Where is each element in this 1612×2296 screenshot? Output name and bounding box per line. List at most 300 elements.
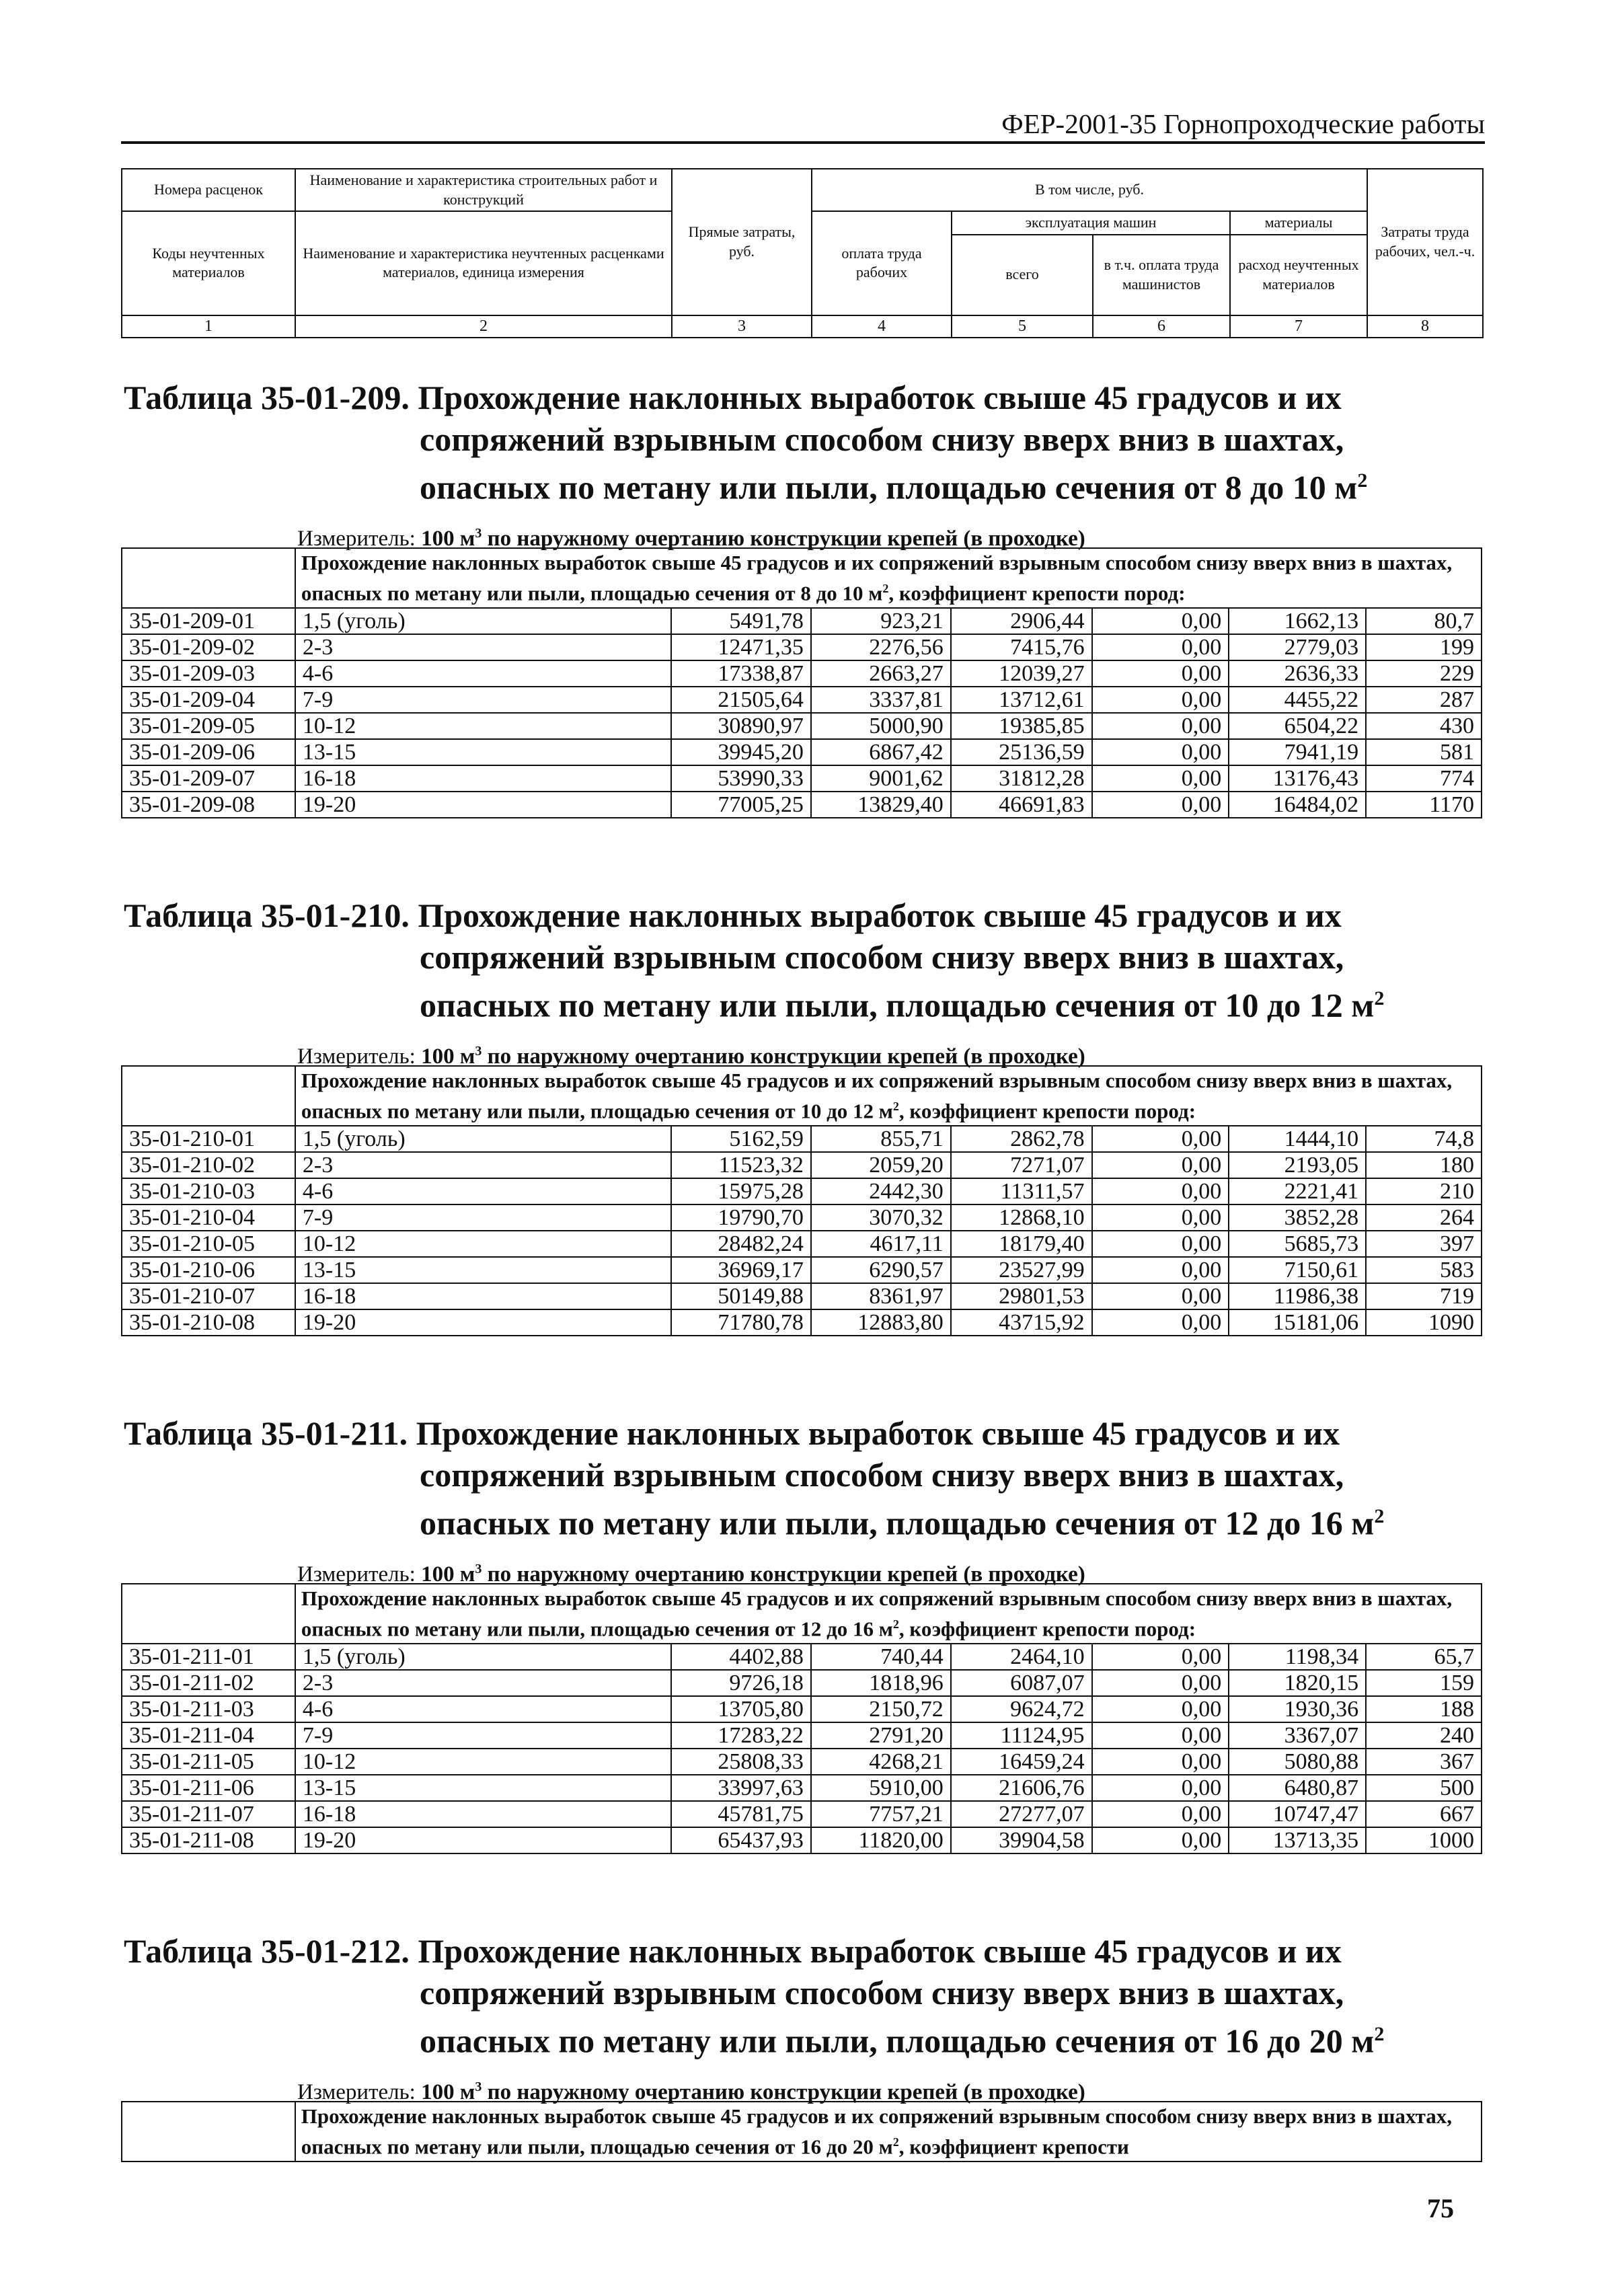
- material-cost-cell: 5080,88: [1229, 1749, 1366, 1775]
- direct-cost-cell: 5491,78: [671, 608, 811, 634]
- rate-code-cell: 35-01-210-04: [122, 1204, 295, 1231]
- rock-hardness-cell: 1,5 (уголь): [295, 1644, 671, 1670]
- material-cost-cell: 13176,43: [1229, 765, 1366, 792]
- machine-total-cell: 12039,27: [951, 660, 1092, 687]
- direct-cost-cell: 50149,88: [671, 1283, 811, 1309]
- description-empty-cell: [122, 1066, 295, 1126]
- rock-hardness-cell: 13-15: [295, 1257, 671, 1283]
- meter-rest: по наружному очертанию конструкции крепей (в проходке): [482, 2079, 1085, 2104]
- table-row: [122, 1749, 1482, 1775]
- description-cell: [295, 548, 1482, 608]
- labor-hours-cell: 180: [1366, 1152, 1482, 1178]
- labor-cost-cell: 855,71: [811, 1126, 951, 1152]
- machine-total-cell: 11124,95: [951, 1722, 1092, 1749]
- meter-sup: 3: [475, 1043, 482, 1059]
- material-cost-cell: 3367,07: [1229, 1722, 1366, 1749]
- machinist-pay-cell: 0,00: [1092, 1204, 1229, 1231]
- labor-hours-cell: 581: [1366, 739, 1482, 765]
- machine-total-cell: 29801,53: [951, 1283, 1092, 1309]
- page-number: 75: [1427, 2193, 1454, 2223]
- material-cost-cell: 16484,02: [1229, 792, 1366, 818]
- rock-hardness-cell: 19-20: [295, 1309, 671, 1336]
- description-text: Прохождение наклонных выработок свыше 45 градусов и их сопряжений взрывным способом снизу вверх вниз в шахтах, опасных по метану или пыли, площадью сечения от 10 до 12 м: [301, 1068, 1453, 1122]
- machine-total-cell: 2906,44: [951, 608, 1092, 634]
- machine-total-cell: 18179,40: [951, 1231, 1092, 1257]
- machinist-pay-cell: 0,00: [1092, 1644, 1229, 1670]
- machinist-pay-cell: 0,00: [1092, 1722, 1229, 1749]
- rate-code-cell: 35-01-210-06: [122, 1257, 295, 1283]
- labor-cost-cell: 923,21: [811, 608, 951, 634]
- col-number: 4: [812, 315, 952, 338]
- material-cost-cell: 1820,15: [1229, 1670, 1366, 1696]
- rate-code-cell: 35-01-209-04: [122, 687, 295, 713]
- table-row: [122, 660, 1482, 687]
- labor-cost-cell: 5910,00: [811, 1775, 951, 1801]
- machine-total-cell: 39904,58: [951, 1827, 1092, 1853]
- meter-label: Измеритель:: [297, 526, 422, 551]
- table-row: [122, 1775, 1482, 1801]
- material-cost-cell: 2636,33: [1229, 660, 1366, 687]
- direct-cost-cell: 53990,33: [671, 765, 811, 792]
- rock-hardness-cell: 2-3: [295, 634, 671, 660]
- direct-cost-cell: 77005,25: [671, 792, 811, 818]
- rock-hardness-cell: 7-9: [295, 687, 671, 713]
- rock-hardness-cell: 10-12: [295, 1749, 671, 1775]
- material-cost-cell: 1198,34: [1229, 1644, 1366, 1670]
- rate-table-section: [121, 894, 1482, 1336]
- meter-rest: по наружному очертанию конструкции крепей (в проходке): [482, 1044, 1085, 1069]
- labor-hours-cell: 80,7: [1366, 608, 1482, 634]
- group-machines-header: эксплуатация машин: [952, 211, 1230, 235]
- description-row: [122, 548, 1482, 608]
- machinist-pay-cell: 0,00: [1092, 1257, 1229, 1283]
- machinist-pay-cell: 0,00: [1092, 1696, 1229, 1722]
- rock-hardness-cell: 2-3: [295, 1670, 671, 1696]
- direct-cost-cell: 39945,20: [671, 739, 811, 765]
- col-number: 8: [1367, 315, 1483, 338]
- labor-hours-cell: 667: [1366, 1801, 1482, 1827]
- machinist-pay-cell: 0,00: [1092, 1775, 1229, 1801]
- rock-hardness-cell: 4-6: [295, 660, 671, 687]
- direct-cost-cell: 33997,63: [671, 1775, 811, 1801]
- table-title-text: Таблица 35-01-209. Прохождение наклонных выработок свыше 45 градусов и их сопряжений взрывным способом снизу вверх вниз в шахтах, опасных по метану или пыли, площадью сечения от 8 до 10 м: [124, 379, 1358, 506]
- table-row: [122, 1722, 1482, 1749]
- table-title-sup: 2: [1374, 2023, 1385, 2045]
- description-row: [122, 1584, 1482, 1644]
- labor-hours-cell: 1170: [1366, 792, 1482, 818]
- table-row: [122, 1827, 1482, 1853]
- meter-label: Измеритель:: [297, 1562, 422, 1586]
- labor-hours-cell: 1000: [1366, 1827, 1482, 1853]
- col5-header: всего: [952, 235, 1093, 315]
- direct-cost-cell: 21505,64: [671, 687, 811, 713]
- rate-code-cell: 35-01-209-03: [122, 660, 295, 687]
- machine-total-cell: 21606,76: [951, 1775, 1092, 1801]
- table-row: [122, 1696, 1482, 1722]
- material-cost-cell: 6480,87: [1229, 1775, 1366, 1801]
- machine-total-cell: 12868,10: [951, 1204, 1092, 1231]
- labor-hours-cell: 65,7: [1366, 1644, 1482, 1670]
- table-row: [122, 1126, 1482, 1152]
- labor-cost-cell: 5000,90: [811, 713, 951, 739]
- rate-code-cell: 35-01-210-07: [122, 1283, 295, 1309]
- labor-cost-cell: 3337,81: [811, 687, 951, 713]
- machine-total-cell: 19385,85: [951, 713, 1092, 739]
- direct-cost-cell: 28482,24: [671, 1231, 811, 1257]
- material-cost-cell: 11986,38: [1229, 1283, 1366, 1309]
- labor-cost-cell: 13829,40: [811, 792, 951, 818]
- column-header-table: [121, 168, 1484, 338]
- col2-bottom: Наименование и характеристика неучтенных расценками материалов, единица измерения: [295, 211, 672, 315]
- machinist-pay-cell: 0,00: [1092, 1749, 1229, 1775]
- rate-code-cell: 35-01-209-06: [122, 739, 295, 765]
- table-row: [122, 1309, 1482, 1336]
- table-title-text: Таблица 35-01-210. Прохождение наклонных выработок свыше 45 градусов и их сопряжений взрывным способом снизу вверх вниз в шахтах, опасных по метану или пыли, площадью сечения от 10 до 12 м: [124, 896, 1375, 1024]
- machine-total-cell: 31812,28: [951, 765, 1092, 792]
- labor-hours-cell: 188: [1366, 1696, 1482, 1722]
- table-row: [122, 739, 1482, 765]
- running-header: ФЕР-2001-35 Горнопроходческие работы: [121, 106, 1485, 144]
- material-cost-cell: 10747,47: [1229, 1801, 1366, 1827]
- description-tail: , коэффициент крепости пород:: [898, 1616, 1196, 1640]
- rates-table: [121, 1583, 1482, 1854]
- labor-hours-cell: 430: [1366, 713, 1482, 739]
- rock-hardness-cell: 13-15: [295, 1775, 671, 1801]
- table-row: [122, 765, 1482, 792]
- description-row: [122, 2102, 1482, 2161]
- rock-hardness-cell: 1,5 (уголь): [295, 608, 671, 634]
- labor-cost-cell: 1818,96: [811, 1670, 951, 1696]
- group-materials-header: материалы: [1230, 211, 1367, 235]
- labor-cost-cell: 3070,32: [811, 1204, 951, 1231]
- machine-total-cell: 16459,24: [951, 1749, 1092, 1775]
- machinist-pay-cell: 0,00: [1092, 1152, 1229, 1178]
- group-incl-header: В том числе, руб.: [812, 169, 1367, 211]
- col-number: 6: [1093, 315, 1230, 338]
- description-empty-cell: [122, 548, 295, 608]
- labor-cost-cell: 2150,72: [811, 1696, 951, 1722]
- meter-label: Измеритель:: [297, 2079, 422, 2104]
- labor-cost-cell: 11820,00: [811, 1827, 951, 1853]
- description-sup: 2: [892, 2135, 899, 2149]
- description-sup: 2: [882, 581, 889, 595]
- rate-code-cell: 35-01-209-07: [122, 765, 295, 792]
- machine-total-cell: 11311,57: [951, 1178, 1092, 1204]
- direct-cost-cell: 17338,87: [671, 660, 811, 687]
- rate-code-cell: 35-01-211-03: [122, 1696, 295, 1722]
- labor-cost-cell: 2663,27: [811, 660, 951, 687]
- table-row: [122, 608, 1482, 634]
- machinist-pay-cell: 0,00: [1092, 739, 1229, 765]
- description-empty-cell: [122, 2102, 295, 2161]
- table-title-text: Таблица 35-01-212. Прохождение наклонных выработок свыше 45 градусов и их сопряжений взрывным способом снизу вверх вниз в шахтах, опасных по метану или пыли, площадью сечения от 16 до 20 м: [124, 1932, 1375, 2060]
- machinist-pay-cell: 0,00: [1092, 713, 1229, 739]
- machinist-pay-cell: 0,00: [1092, 634, 1229, 660]
- rock-hardness-cell: 4-6: [295, 1696, 671, 1722]
- rates-table: [121, 1065, 1482, 1336]
- col3-header: Прямые затраты, руб.: [672, 169, 812, 315]
- machinist-pay-cell: 0,00: [1092, 1801, 1229, 1827]
- description-sup: 2: [892, 1617, 899, 1631]
- rock-hardness-cell: 13-15: [295, 739, 671, 765]
- machinist-pay-cell: 0,00: [1092, 1827, 1229, 1853]
- meter-label: Измеритель:: [297, 1044, 422, 1069]
- labor-hours-cell: 397: [1366, 1231, 1482, 1257]
- machine-total-cell: 7415,76: [951, 634, 1092, 660]
- rock-hardness-cell: 7-9: [295, 1722, 671, 1749]
- table-title-sup: 2: [1374, 1505, 1385, 1527]
- rates-table: [121, 547, 1482, 818]
- rates-table: [121, 2101, 1482, 2162]
- table-row: [122, 1283, 1482, 1309]
- machinist-pay-cell: 0,00: [1092, 1283, 1229, 1309]
- rate-code-cell: 35-01-211-06: [122, 1775, 295, 1801]
- direct-cost-cell: 30890,97: [671, 713, 811, 739]
- rate-code-cell: 35-01-209-05: [122, 713, 295, 739]
- labor-cost-cell: 2442,30: [811, 1178, 951, 1204]
- material-cost-cell: 7150,61: [1229, 1257, 1366, 1283]
- table-title: [124, 1412, 1482, 1544]
- rate-code-cell: 35-01-210-01: [122, 1126, 295, 1152]
- col1-bottom: Коды неучтенных материалов: [122, 211, 295, 315]
- machine-total-cell: 23527,99: [951, 1257, 1092, 1283]
- rate-code-cell: 35-01-210-05: [122, 1231, 295, 1257]
- machinist-pay-cell: 0,00: [1092, 1670, 1229, 1696]
- machine-total-cell: 7271,07: [951, 1152, 1092, 1178]
- col-number: 2: [295, 315, 672, 338]
- labor-hours-cell: 74,8: [1366, 1126, 1482, 1152]
- rock-hardness-cell: 7-9: [295, 1204, 671, 1231]
- direct-cost-cell: 45781,75: [671, 1801, 811, 1827]
- table-title: [124, 894, 1482, 1026]
- machine-total-cell: 2464,10: [951, 1644, 1092, 1670]
- table-row: [122, 1257, 1482, 1283]
- labor-cost-cell: 6867,42: [811, 739, 951, 765]
- col-number: 3: [672, 315, 812, 338]
- direct-cost-cell: 13705,80: [671, 1696, 811, 1722]
- labor-cost-cell: 4268,21: [811, 1749, 951, 1775]
- meter-rest: по наружному очертанию конструкции крепей (в проходке): [482, 526, 1085, 551]
- labor-cost-cell: 12883,80: [811, 1309, 951, 1336]
- table-title: [124, 377, 1482, 508]
- labor-cost-cell: 740,44: [811, 1644, 951, 1670]
- rate-table-section: [121, 1412, 1482, 1854]
- rate-code-cell: 35-01-209-01: [122, 608, 295, 634]
- machine-total-cell: 13712,61: [951, 687, 1092, 713]
- table-row: [122, 792, 1482, 818]
- col-number: 1: [122, 315, 295, 338]
- rate-code-cell: 35-01-211-02: [122, 1670, 295, 1696]
- col6-header: в т.ч. оплата труда машинистов: [1093, 235, 1230, 315]
- machinist-pay-cell: 0,00: [1092, 660, 1229, 687]
- labor-hours-cell: 719: [1366, 1283, 1482, 1309]
- col-number: 7: [1230, 315, 1367, 338]
- direct-cost-cell: 71780,78: [671, 1309, 811, 1336]
- labor-hours-cell: 287: [1366, 687, 1482, 713]
- direct-cost-cell: 15975,28: [671, 1178, 811, 1204]
- description-cell: [295, 1584, 1482, 1644]
- material-cost-cell: 6504,22: [1229, 713, 1366, 739]
- meter-sup: 3: [475, 525, 482, 541]
- machinist-pay-cell: 0,00: [1092, 608, 1229, 634]
- machinist-pay-cell: 0,00: [1092, 1178, 1229, 1204]
- measurement-unit: [297, 1555, 1482, 1586]
- rock-hardness-cell: 16-18: [295, 1801, 671, 1827]
- labor-hours-cell: 240: [1366, 1722, 1482, 1749]
- table-row: [122, 1644, 1482, 1670]
- material-cost-cell: 3852,28: [1229, 1204, 1366, 1231]
- description-text: Прохождение наклонных выработок свыше 45 градусов и их сопряжений взрывным способом снизу вверх вниз в шахтах, опасных по метану или пыли, площадью сечения от 16 до 20 м: [301, 2104, 1453, 2158]
- measurement-unit: [297, 2073, 1482, 2104]
- material-cost-cell: 4455,22: [1229, 687, 1366, 713]
- material-cost-cell: 13713,35: [1229, 1827, 1366, 1853]
- labor-cost-cell: 9001,62: [811, 765, 951, 792]
- labor-hours-cell: 583: [1366, 1257, 1482, 1283]
- machine-total-cell: 27277,07: [951, 1801, 1092, 1827]
- machine-total-cell: 9624,72: [951, 1696, 1092, 1722]
- table-row: [122, 1204, 1482, 1231]
- rock-hardness-cell: 19-20: [295, 1827, 671, 1853]
- material-cost-cell: 2779,03: [1229, 634, 1366, 660]
- description-tail: , коэффициент крепости пород:: [888, 580, 1186, 605]
- direct-cost-cell: 65437,93: [671, 1827, 811, 1853]
- labor-hours-cell: 264: [1366, 1204, 1482, 1231]
- table-row: [122, 1670, 1482, 1696]
- labor-cost-cell: 2059,20: [811, 1152, 951, 1178]
- description-text: Прохождение наклонных выработок свыше 45 градусов и их сопряжений взрывным способом снизу вверх вниз в шахтах, опасных по метану или пыли, площадью сечения от 12 до 16 м: [301, 1586, 1453, 1640]
- rate-code-cell: 35-01-209-08: [122, 792, 295, 818]
- meter-value: 100 м: [421, 1562, 475, 1586]
- machine-total-cell: 43715,92: [951, 1309, 1092, 1336]
- material-cost-cell: 1930,36: [1229, 1696, 1366, 1722]
- rock-hardness-cell: 16-18: [295, 1283, 671, 1309]
- table-row: [122, 687, 1482, 713]
- machine-total-cell: 6087,07: [951, 1670, 1092, 1696]
- machinist-pay-cell: 0,00: [1092, 765, 1229, 792]
- table-row: [122, 1801, 1482, 1827]
- description-row: [122, 1066, 1482, 1126]
- description-sup: 2: [892, 1099, 899, 1113]
- rate-code-cell: 35-01-210-03: [122, 1178, 295, 1204]
- meter-sup: 3: [475, 1561, 482, 1576]
- direct-cost-cell: 9726,18: [671, 1670, 811, 1696]
- machine-total-cell: 25136,59: [951, 739, 1092, 765]
- labor-hours-cell: 774: [1366, 765, 1482, 792]
- col7-header: расход неучтенных материалов: [1230, 235, 1367, 315]
- material-cost-cell: 15181,06: [1229, 1309, 1366, 1336]
- measurement-unit: [297, 519, 1482, 551]
- labor-hours-cell: 1090: [1366, 1309, 1482, 1336]
- material-cost-cell: 7941,19: [1229, 739, 1366, 765]
- machinist-pay-cell: 0,00: [1092, 687, 1229, 713]
- material-cost-cell: 1662,13: [1229, 608, 1366, 634]
- meter-rest: по наружному очертанию конструкции крепей (в проходке): [482, 1562, 1085, 1586]
- table-row: [122, 1178, 1482, 1204]
- col8-header: Затраты труда рабочих, чел.-ч.: [1367, 169, 1483, 315]
- direct-cost-cell: 17283,22: [671, 1722, 811, 1749]
- direct-cost-cell: 4402,88: [671, 1644, 811, 1670]
- col4-header: оплата труда рабочих: [812, 211, 952, 315]
- material-cost-cell: 5685,73: [1229, 1231, 1366, 1257]
- col-number: 5: [952, 315, 1093, 338]
- table-title-sup: 2: [1374, 987, 1385, 1009]
- labor-cost-cell: 2791,20: [811, 1722, 951, 1749]
- machinist-pay-cell: 0,00: [1092, 792, 1229, 818]
- direct-cost-cell: 36969,17: [671, 1257, 811, 1283]
- rate-code-cell: 35-01-211-07: [122, 1801, 295, 1827]
- material-cost-cell: 1444,10: [1229, 1126, 1366, 1152]
- machine-total-cell: 2862,78: [951, 1126, 1092, 1152]
- rate-code-cell: 35-01-211-04: [122, 1722, 295, 1749]
- col1-top: Номера расценок: [122, 169, 295, 211]
- labor-cost-cell: 8361,97: [811, 1283, 951, 1309]
- description-tail: , коэффициент крепости пород:: [898, 1098, 1196, 1122]
- rock-hardness-cell: 10-12: [295, 1231, 671, 1257]
- direct-cost-cell: 19790,70: [671, 1204, 811, 1231]
- labor-hours-cell: 210: [1366, 1178, 1482, 1204]
- description-text: Прохождение наклонных выработок свыше 45 градусов и их сопряжений взрывным способом снизу вверх вниз в шахтах, опасных по метану или пыли, площадью сечения от 8 до 10 м: [301, 550, 1453, 605]
- description-empty-cell: [122, 1584, 295, 1644]
- direct-cost-cell: 5162,59: [671, 1126, 811, 1152]
- table-title-text: Таблица 35-01-211. Прохождение наклонных выработок свыше 45 градусов и их сопряжений взрывным способом снизу вверх вниз в шахтах, опасных по метану или пыли, площадью сечения от 12 до 16 м: [124, 1414, 1375, 1542]
- meter-value: 100 м: [421, 526, 475, 551]
- table-row: [122, 634, 1482, 660]
- machinist-pay-cell: 0,00: [1092, 1231, 1229, 1257]
- rock-hardness-cell: 2-3: [295, 1152, 671, 1178]
- labor-cost-cell: 4617,11: [811, 1231, 951, 1257]
- labor-cost-cell: 2276,56: [811, 634, 951, 660]
- rate-table-section: [121, 1930, 1482, 2162]
- table-title-sup: 2: [1357, 469, 1368, 492]
- machinist-pay-cell: 0,00: [1092, 1309, 1229, 1336]
- table-row: [122, 713, 1482, 739]
- meter-value: 100 м: [421, 2079, 475, 2104]
- measurement-unit: [297, 1037, 1482, 1069]
- direct-cost-cell: 12471,35: [671, 634, 811, 660]
- labor-cost-cell: 7757,21: [811, 1801, 951, 1827]
- rock-hardness-cell: 4-6: [295, 1178, 671, 1204]
- machinist-pay-cell: 0,00: [1092, 1126, 1229, 1152]
- description-cell: [295, 1066, 1482, 1126]
- meter-value: 100 м: [421, 1044, 475, 1069]
- labor-cost-cell: 6290,57: [811, 1257, 951, 1283]
- labor-hours-cell: 199: [1366, 634, 1482, 660]
- labor-hours-cell: 500: [1366, 1775, 1482, 1801]
- machine-total-cell: 46691,83: [951, 792, 1092, 818]
- direct-cost-cell: 11523,32: [671, 1152, 811, 1178]
- rate-code-cell: 35-01-211-05: [122, 1749, 295, 1775]
- direct-cost-cell: 25808,33: [671, 1749, 811, 1775]
- labor-hours-cell: 367: [1366, 1749, 1482, 1775]
- rock-hardness-cell: 1,5 (уголь): [295, 1126, 671, 1152]
- table-row: [122, 1231, 1482, 1257]
- description-cell: [295, 2102, 1482, 2161]
- table-title: [124, 1930, 1482, 2062]
- meter-sup: 3: [475, 2079, 482, 2094]
- labor-hours-cell: 159: [1366, 1670, 1482, 1696]
- rate-code-cell: 35-01-209-02: [122, 634, 295, 660]
- description-tail: , коэффициент крепости: [898, 2134, 1129, 2158]
- rate-code-cell: 35-01-211-08: [122, 1827, 295, 1853]
- rate-code-cell: 35-01-211-01: [122, 1644, 295, 1670]
- col2-top: Наименование и характеристика строительных работ и конструкций: [295, 169, 672, 211]
- labor-hours-cell: 229: [1366, 660, 1482, 687]
- material-cost-cell: 2193,05: [1229, 1152, 1366, 1178]
- rate-code-cell: 35-01-210-02: [122, 1152, 295, 1178]
- rock-hardness-cell: 10-12: [295, 713, 671, 739]
- material-cost-cell: 2221,41: [1229, 1178, 1366, 1204]
- rock-hardness-cell: 16-18: [295, 765, 671, 792]
